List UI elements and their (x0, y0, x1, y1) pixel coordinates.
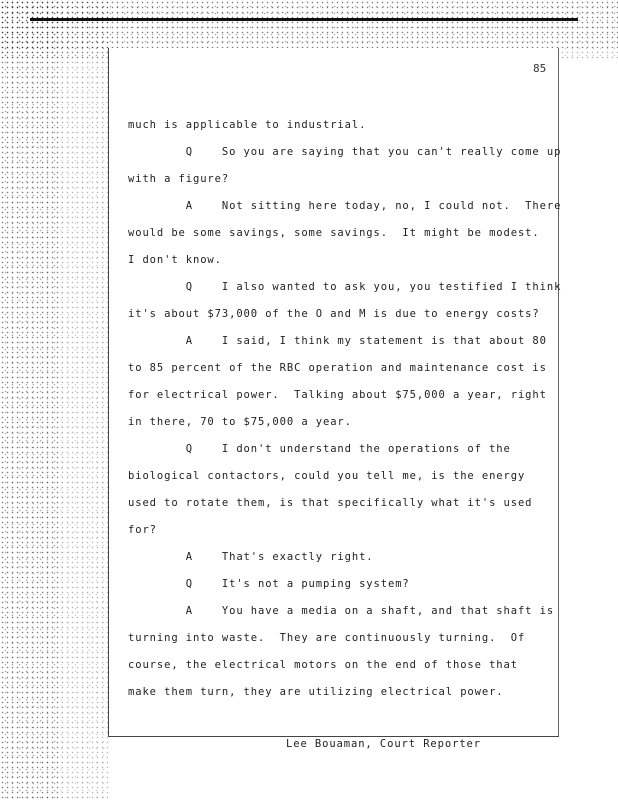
transcript-body (128, 112, 568, 706)
transcript-line: turning into waste. They are continuously turning. Of (128, 632, 526, 644)
transcript-line: used to rotate them, is that specifically what it's used (128, 497, 533, 509)
scan-noise-left (0, 0, 108, 800)
transcript-line: A I said, I think my statement is that about 80 (128, 335, 547, 347)
scan-noise-right (0, 0, 60, 800)
transcript-line: A That's exactly right. (128, 551, 374, 563)
transcript-line: for electrical power. Talking about $75,000 a year, right (128, 389, 547, 401)
transcript-line: A You have a media on a shaft, and that shaft is (128, 605, 555, 617)
court-reporter-footer: Lee Bouaman, Court Reporter (286, 738, 481, 750)
transcript-line: with a figure? (128, 173, 230, 185)
transcript-line: A Not sitting here today, no, I could not. There (128, 200, 562, 212)
transcript-line: it's about $73,000 of the O and M is due to energy costs? (128, 308, 540, 320)
transcript-line: Q I don't understand the operations of the (128, 443, 511, 455)
transcript-line: make them turn, they are utilizing electrical power. (128, 686, 504, 698)
transcript-line: Q It's not a pumping system? (128, 578, 410, 590)
scan-noise-top (0, 0, 618, 48)
transcript-line: much is applicable to industrial. (128, 119, 367, 131)
transcript-line: Q So you are saying that you can't really come up (128, 146, 562, 158)
top-rule (30, 18, 578, 21)
page-number: 85 (533, 62, 547, 75)
transcript-line: Q I also wanted to ask you, you testified I think (128, 281, 562, 293)
transcript-line: course, the electrical motors on the end of those that (128, 659, 518, 671)
transcript-line: to 85 percent of the RBC operation and maintenance cost is (128, 362, 547, 374)
transcript-line: in there, 70 to $75,000 a year. (128, 416, 352, 428)
transcript-line: would be some savings, some savings. It might be modest. (128, 227, 540, 239)
transcript-line: for? (128, 524, 157, 536)
transcript-line: I don't know. (128, 254, 222, 266)
transcript-line: biological contactors, could you tell me, is the energy (128, 470, 526, 482)
